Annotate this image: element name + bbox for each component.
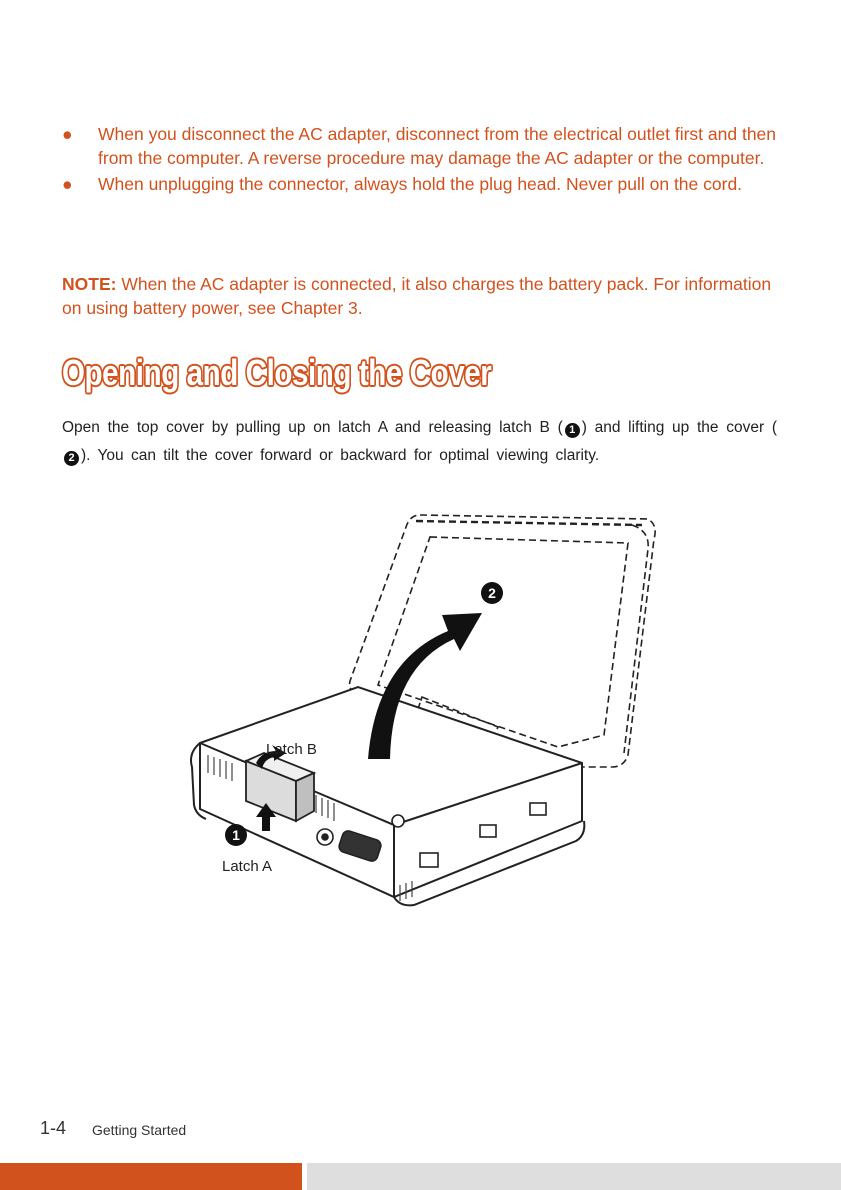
bullet-icon: ● xyxy=(62,124,73,144)
instructions-text-1: Open the top cover by pulling up on latch A and releasing latch B ( xyxy=(62,419,563,436)
footer-accent-bar xyxy=(0,1163,302,1190)
warning-text: When you disconnect the AC adapter, disconnect from the electrical outlet first and then from the computer. A reverse procedure may damage the AC adapter or the computer. xyxy=(98,124,777,168)
warning-item xyxy=(62,172,782,196)
laptop-illustration xyxy=(180,505,660,915)
instructions-paragraph xyxy=(62,414,777,470)
page-number: 1-4 xyxy=(40,1118,67,1138)
warning-item xyxy=(62,122,782,170)
step-1-number: 1 xyxy=(232,827,240,843)
note-label: NOTE: xyxy=(62,274,117,294)
step-2-number: 2 xyxy=(488,585,496,601)
latch-a-label: Latch A xyxy=(222,858,273,875)
instructions-text-3: ). You can tilt the cover forward or backward for optimal viewing clarity. xyxy=(81,447,600,464)
section-title: Opening and Closing the Cover xyxy=(62,352,492,393)
note-text: When the AC adapter is connected, it also charges the battery pack. For information on using battery power, see Chapter 3. xyxy=(62,274,772,318)
latch-b-label: Latch B xyxy=(266,741,317,758)
bullet-icon: ● xyxy=(62,174,73,194)
footer-section-name: Getting Started xyxy=(92,1122,187,1138)
instructions-text-2: ) and lifting up the cover ( xyxy=(581,419,777,436)
laptop-drawing xyxy=(180,505,660,915)
step-1-marker: 1 xyxy=(565,423,580,438)
step-2-marker: 2 xyxy=(64,451,79,466)
note-paragraph xyxy=(62,272,782,320)
footer-grey-bar xyxy=(307,1163,841,1190)
warning-list xyxy=(62,122,782,198)
warning-text: When unplugging the connector, always hold the plug head. Never pull on the cord. xyxy=(98,174,743,194)
